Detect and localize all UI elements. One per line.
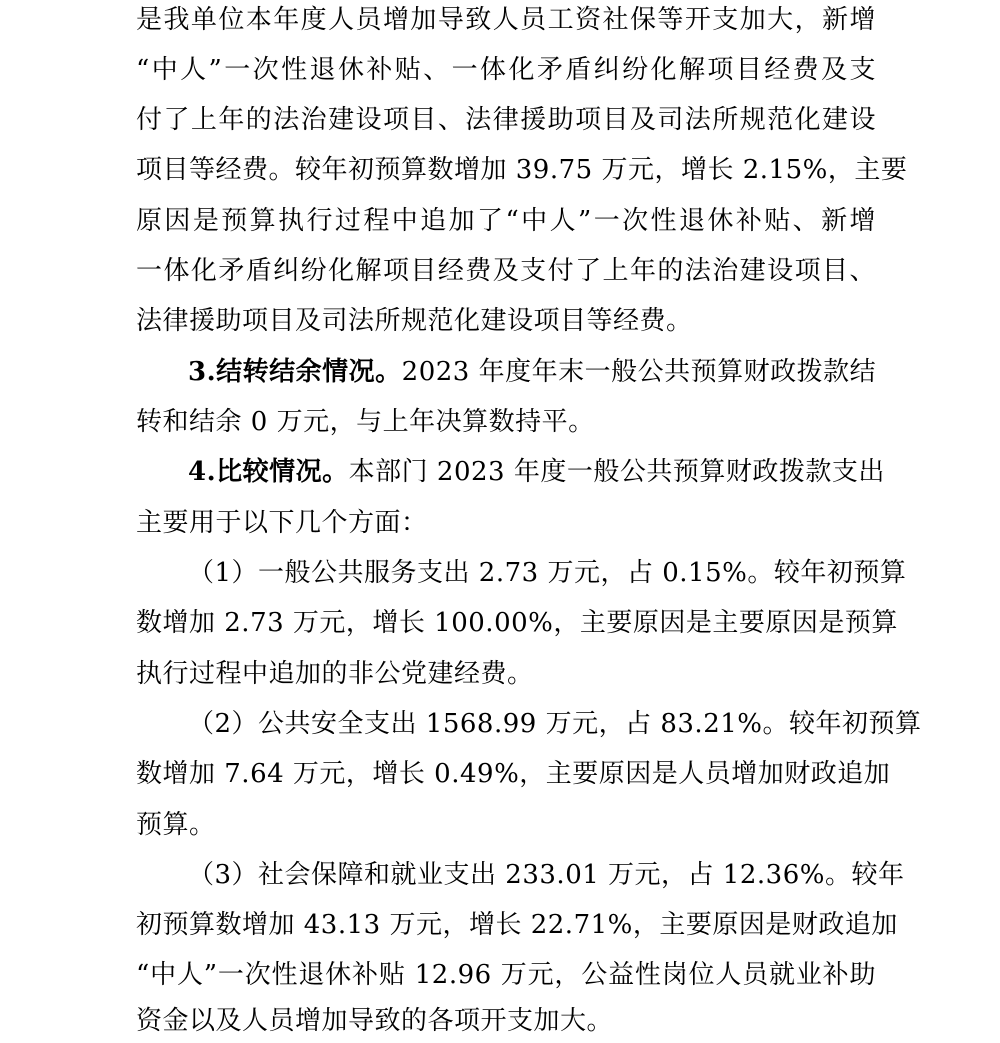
item-line: （3）社会保障和就业支出 233.01 万元，占 12.36%。较年 [188, 860, 905, 890]
text-line: 预算。 [136, 810, 216, 840]
text-line: 资金以及人员增加导致的各项开支加大。 [136, 1006, 614, 1036]
section-line [188, 352, 876, 392]
text-line: 项目等经费。较年初预算数增加 39.75 万元，增长 2.15%，主要 [136, 155, 908, 185]
section-text: 本部门 2023 年度一般公共预算财政拨款支出 [348, 457, 885, 487]
text-line: 一体化矛盾纠纷化解项目经费及支付了上年的法治建设项目、 [136, 256, 876, 286]
section-text: 2023 年度年末一般公共预算财政拨款结 [401, 357, 877, 387]
text-line: 执行过程中追加的非公党建经费。 [136, 659, 534, 689]
text-line: 付了上年的法治建设项目、法律援助项目及司法所规范化建设 [136, 105, 876, 135]
text-line: 主要用于以下几个方面： [136, 508, 428, 538]
section-line [188, 452, 885, 492]
text-line: 是我单位本年度人员增加导致人员工资社保等开支加大，新增 [136, 5, 876, 35]
text-line: “中人”一次性退休补贴、一体化矛盾纠纷化解项目经费及支 [136, 55, 876, 85]
text-line: 转和结余 0 万元，与上年决算数持平。 [136, 407, 595, 437]
text-line: “中人”一次性退休补贴 12.96 万元，公益性岗位人员就业补助 [136, 960, 876, 990]
section-heading-comparison: 4.比较情况。 [188, 457, 349, 487]
text-line: 法律援助项目及司法所规范化建设项目等经费。 [136, 306, 693, 336]
section-heading-carryover: 3.结转结余情况。 [188, 357, 402, 387]
text-line: 初预算数增加 43.13 万元，增长 22.71%，主要原因是财政追加 [136, 910, 898, 940]
text-line: 原因是预算执行过程中追加了“中人”一次性退休补贴、新增 [136, 206, 876, 236]
text-line: 数增加 2.73 万元，增长 100.00%，主要原因是主要原因是预算 [136, 608, 898, 638]
item-line: （1）一般公共服务支出 2.73 万元，占 0.15%。较年初预算 [188, 558, 907, 588]
text-line: 数增加 7.64 万元，增长 0.49%，主要原因是人员增加财政追加 [136, 759, 891, 789]
item-line: （2）公共安全支出 1568.99 万元，占 83.21%。较年初预算 [188, 709, 922, 739]
